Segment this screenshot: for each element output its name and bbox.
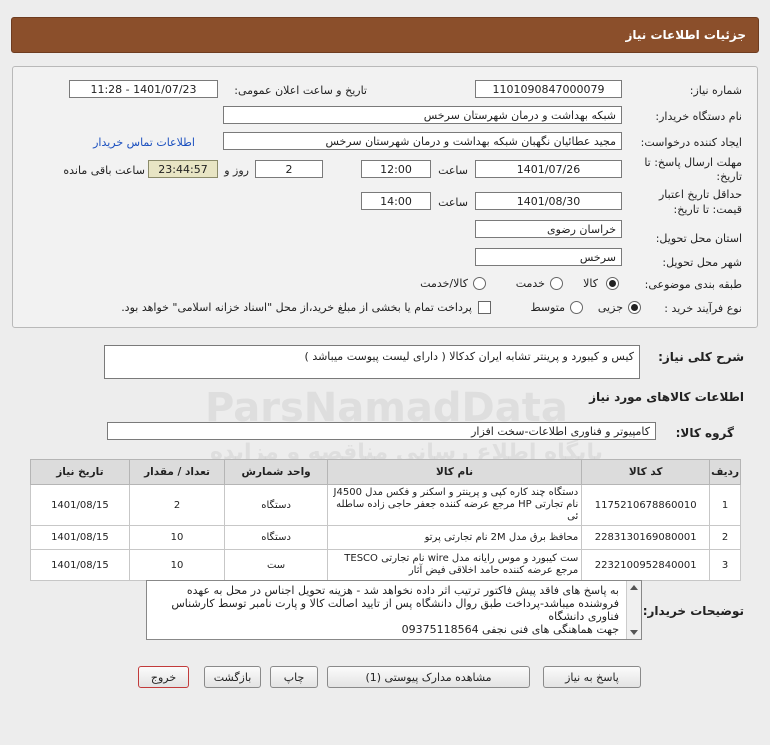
row-name: ست کیبورد و موس رایانه مدل wire نام تجارتی TESCO مرجع عرضه کننده حامد اخلاقی فیض آثار (327, 550, 581, 581)
row-index: 1 (710, 485, 741, 526)
row-date: 1401/08/15 (31, 526, 130, 550)
purchase-type-label: نوع فرآیند خرید : (664, 302, 742, 315)
deadline-days-label: روز و (224, 164, 249, 177)
page-title: جزئیات اطلاعات نیاز (625, 28, 746, 42)
requester-label: ایجاد کننده درخواست: (640, 136, 742, 149)
page-header (11, 17, 759, 53)
deadline-label-line2: تاریخ: (716, 170, 742, 183)
category-radio-service[interactable] (550, 277, 563, 290)
summary-field: کیس و کیبورد و پرینتر تشابه ایران کدکالا ( دارای لیست پیوست میباشد ) (104, 345, 640, 379)
price-validity-date-field: 1401/08/30 (475, 192, 622, 210)
province-field: خراسان رضوی (475, 220, 622, 238)
purchase-type-option-medium: متوسط (530, 301, 565, 314)
row-index: 2 (710, 526, 741, 550)
price-validity-time-field: 14:00 (361, 192, 431, 210)
goods-table (30, 459, 741, 581)
row-date: 1401/08/15 (31, 485, 130, 526)
buyer-org-label: نام دستگاه خریدار: (655, 110, 742, 123)
table-row (31, 550, 741, 581)
announce-datetime-label: تاریخ و ساعت اعلان عمومی: (234, 84, 367, 97)
province-label: استان محل تحویل: (655, 232, 742, 245)
announce-datetime-field: 1401/07/23 - 11:28 (69, 80, 218, 98)
watermark-tagline: پایگاه اطلاع رسانی مناقصه و مزایده (210, 440, 603, 465)
row-qty: 2 (129, 485, 225, 526)
remaining-time-label: ساعت باقی مانده (63, 164, 145, 177)
exit-button[interactable]: خروج (138, 666, 189, 688)
deadline-time-label: ساعت (438, 164, 468, 177)
table-row (31, 485, 741, 526)
price-validity-label-line2: قیمت: تا تاریخ: (673, 203, 742, 216)
row-unit: دستگاه (225, 485, 328, 526)
buyer-notes-line: جهت هماهنگی های فنی نجفی 09375118564 (401, 623, 619, 636)
row-name: دستگاه چند کاره کپی و پرینتر و اسکنر و فکس مدل J4500 نام تجارتی HP مرجع عرضه کننده جعفر حاجی زاده ساطله ئی (327, 485, 581, 526)
print-button[interactable]: چاپ (270, 666, 318, 688)
deadline-time-field: 12:00 (361, 160, 431, 178)
table-row (31, 526, 741, 550)
category-option-goods: کالا (583, 277, 598, 290)
requester-field: مجید عطائیان نگهبان شبکه بهداشت و درمان شهرستان سرخس (223, 132, 622, 150)
remaining-time-field: 23:44:57 (148, 160, 218, 178)
watermark-brand: ParsNamadData (205, 385, 568, 431)
scroll-arrows-icon (627, 581, 641, 639)
row-date: 1401/08/15 (31, 550, 130, 581)
purchase-type-radio-minor[interactable] (628, 301, 641, 314)
row-qty: 10 (129, 550, 225, 581)
need-number-field: 1101090847000079 (475, 80, 622, 98)
city-label: شهر محل تحویل: (662, 256, 742, 269)
col-name: نام کالا (327, 460, 581, 485)
buyer-notes-scrollbar[interactable] (626, 581, 641, 639)
category-option-service: خدمت (515, 277, 545, 290)
col-date: تاریخ نیاز (31, 460, 130, 485)
goods-group-field: کامپیوتر و فناوری اطلاعات-سخت افزار (107, 422, 656, 440)
price-validity-label-line1: حداقل تاریخ اعتبار (658, 188, 742, 201)
row-code: 2283130169080001 (582, 526, 710, 550)
row-unit: ست (225, 550, 328, 581)
goods-section-title: اطلاعات کالاهای مورد نیاز (589, 390, 744, 404)
col-qty: تعداد / مقدار (129, 460, 225, 485)
buyer-notes-label: توضیحات خریدار: (642, 604, 744, 618)
attachments-button[interactable]: مشاهده مدارک پیوستی (1) (327, 666, 530, 688)
reply-button[interactable]: پاسخ به نیاز (543, 666, 641, 688)
summary-label: شرح کلی نیاز: (658, 350, 744, 364)
buyer-notes-line: به پاسخ های فاقد پیش فاکتور ترتیب اثر داده نخواهد شد - هزینه تحویل اجناس در محل به عهده (186, 584, 619, 597)
buyer-notes-field[interactable] (146, 580, 642, 640)
price-validity-time-label: ساعت (438, 196, 468, 209)
buyer-notes-line: فروشنده میباشد-پرداخت طبق روال دانشگاه پس از تایید اصالت کالا و پارت نامبر توسط کارشناس (171, 597, 619, 610)
buyer-notes-line: فناوری دانشگاه (548, 610, 619, 623)
need-number-label: شماره نیاز: (689, 84, 742, 97)
col-index: ردیف (710, 460, 741, 485)
col-unit: واحد شمارش (225, 460, 328, 485)
row-code: 1175210678860010 (582, 485, 710, 526)
category-label: طبقه بندی موضوعی: (644, 278, 742, 291)
treasury-note: پرداخت تمام یا بخشی از مبلغ خرید،از محل "اسناد خزانه اسلامی" خواهد بود. (121, 301, 472, 314)
deadline-days-field: 2 (255, 160, 323, 178)
city-field: سرخس (475, 248, 622, 266)
row-unit: دستگاه (225, 526, 328, 550)
col-code: کد کالا (582, 460, 710, 485)
row-index: 3 (710, 550, 741, 581)
category-radio-goods-service[interactable] (473, 277, 486, 290)
category-option-goods-service: کالا/خدمت (420, 277, 468, 290)
deadline-label-line1: مهلت ارسال پاسخ: تا (644, 156, 742, 169)
purchase-type-option-minor: جزیی (597, 301, 623, 314)
treasury-checkbox[interactable] (478, 301, 491, 314)
row-name: محافظ برق مدل 2M نام تجارتی پرتو (327, 526, 581, 550)
goods-table-header (31, 460, 741, 485)
buyer-org-field: شبکه بهداشت و درمان شهرستان سرخس (223, 106, 622, 124)
purchase-type-radio-medium[interactable] (570, 301, 583, 314)
category-radio-goods[interactable] (606, 277, 619, 290)
back-button[interactable]: بازگشت (204, 666, 261, 688)
buyer-contact-link[interactable]: اطلاعات تماس خریدار (93, 136, 195, 149)
row-qty: 10 (129, 526, 225, 550)
goods-group-label: گروه کالا: (675, 426, 734, 440)
row-code: 2232100952840001 (582, 550, 710, 581)
deadline-date-field: 1401/07/26 (475, 160, 622, 178)
